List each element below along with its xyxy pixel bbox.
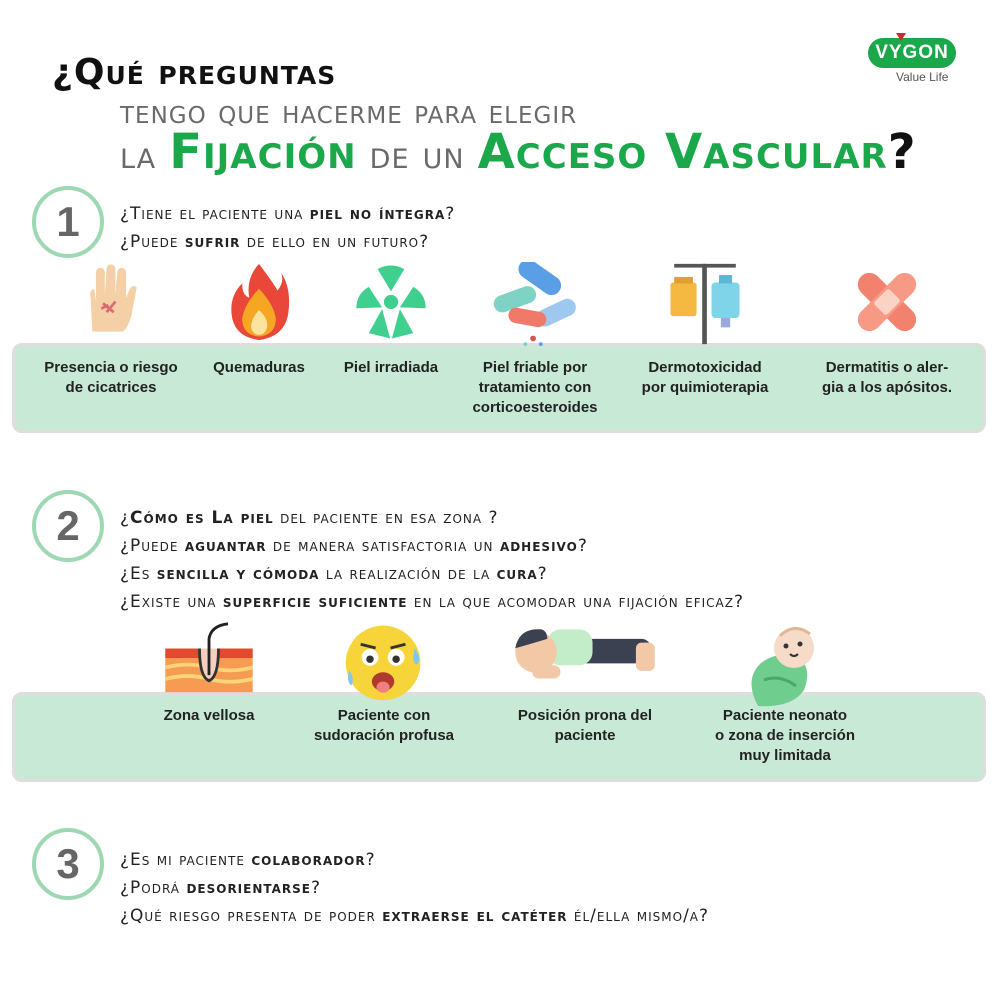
item-label: Quemaduras (213, 359, 305, 376)
item-label: Dermotoxicidad por quimioterapia (641, 359, 769, 396)
hairy-skin-icon (161, 620, 257, 701)
question-line (120, 200, 455, 228)
question-text: ¿Es (120, 564, 157, 584)
question-text: en la que acomodar una fijación eficaz? (407, 592, 744, 612)
sweating-face-icon (342, 620, 426, 709)
question-text: ¿Tiene el paciente una (120, 204, 310, 224)
title-part-fijacion: Fijación (169, 124, 357, 180)
question-line (120, 228, 455, 256)
question-line (120, 902, 709, 930)
question-text: ? (537, 564, 548, 584)
question-emphasis: adhesivo (499, 536, 578, 556)
newborn-baby-icon (740, 620, 830, 715)
item-label: Posición prona del paciente (517, 707, 653, 744)
logo-tagline: Value Life (896, 70, 949, 84)
logo-name: VYGON (875, 42, 949, 63)
fire-icon (228, 262, 290, 347)
question-line (120, 588, 744, 616)
question-text: ¿ (120, 508, 131, 528)
question-line (120, 504, 744, 532)
question-text: ¿Existe una (120, 592, 223, 612)
item-label: Paciente con sudoración profusa (313, 707, 455, 744)
logo-red-mark (896, 33, 906, 41)
logo-badge (868, 38, 956, 68)
scarred-hand-icon (80, 262, 142, 339)
title-line-1: ¿Qué preguntas (52, 52, 337, 93)
question-emphasis: cura (496, 564, 538, 584)
item-label: Paciente neonato o zona de inserción muy limitada (714, 707, 856, 764)
question-emphasis: extraerse el catéter (382, 906, 568, 926)
question-line (120, 846, 709, 874)
section-3-questions (120, 846, 709, 930)
question-emphasis: aguantar (184, 536, 267, 556)
question-text: ¿Podrá (120, 878, 187, 898)
section-2-questions (120, 504, 744, 616)
title-line-3 (120, 124, 917, 180)
question-text: ? (311, 878, 322, 898)
question-text: ? (445, 204, 456, 224)
pills-icon (487, 262, 583, 353)
question-text: ¿Puede (120, 536, 185, 556)
question-text: él/ella mismo/a? (567, 906, 710, 926)
question-text: ¿Puede (120, 232, 185, 252)
title-part-question: ? (887, 124, 917, 180)
title-part-acceso-vascular: Acceso Vascular (477, 124, 888, 180)
section-3-number: 3 (32, 828, 104, 900)
question-emphasis: desorientarse (186, 878, 312, 898)
section-2-number: 2 (32, 490, 104, 562)
question-text: ? (577, 536, 588, 556)
question-emphasis: piel no íntegra (309, 204, 446, 224)
question-text: del paciente en esa zona ? (273, 508, 499, 528)
question-text: ¿Qué riesgo presenta de poder (120, 906, 383, 926)
question-text: ¿Es mi paciente (120, 850, 252, 870)
item-label: Zona vellosa (163, 707, 255, 724)
crossed-bandages-icon (847, 262, 927, 347)
question-line (120, 874, 709, 902)
section-1-questions (120, 200, 455, 256)
question-text: de ello en un futuro? (240, 232, 430, 252)
question-text: ? (365, 850, 376, 870)
radiation-icon (349, 262, 433, 347)
item-label: Piel irradiada (343, 359, 439, 376)
question-emphasis: superficie suficiente (222, 592, 408, 612)
question-emphasis: sufrir (184, 232, 241, 252)
title-part-la: la (120, 133, 170, 177)
question-text: de manera satisfactoria un (266, 536, 500, 556)
item-label: Dermatitis o aler- gia a los apósitos. (821, 359, 953, 396)
question-line (120, 560, 744, 588)
item-label: Presencia o riesgo de cicatrices (44, 359, 178, 396)
title-part-de-un: de un (356, 133, 478, 177)
prone-person-icon (507, 620, 663, 691)
question-line (120, 532, 744, 560)
title-line-2: tengo que hacerme para elegir (120, 92, 578, 131)
item-label: Piel friable por tratamiento con corticoesteroides (472, 359, 598, 416)
question-emphasis: sencilla y cómoda (156, 564, 320, 584)
vygon-logo (868, 38, 968, 84)
section-1-number: 1 (32, 186, 104, 258)
question-emphasis: Cómo es La piel (130, 508, 274, 528)
iv-drip-icon (662, 262, 748, 351)
question-emphasis: colaborador (251, 850, 366, 870)
question-text: la realización de la (319, 564, 497, 584)
